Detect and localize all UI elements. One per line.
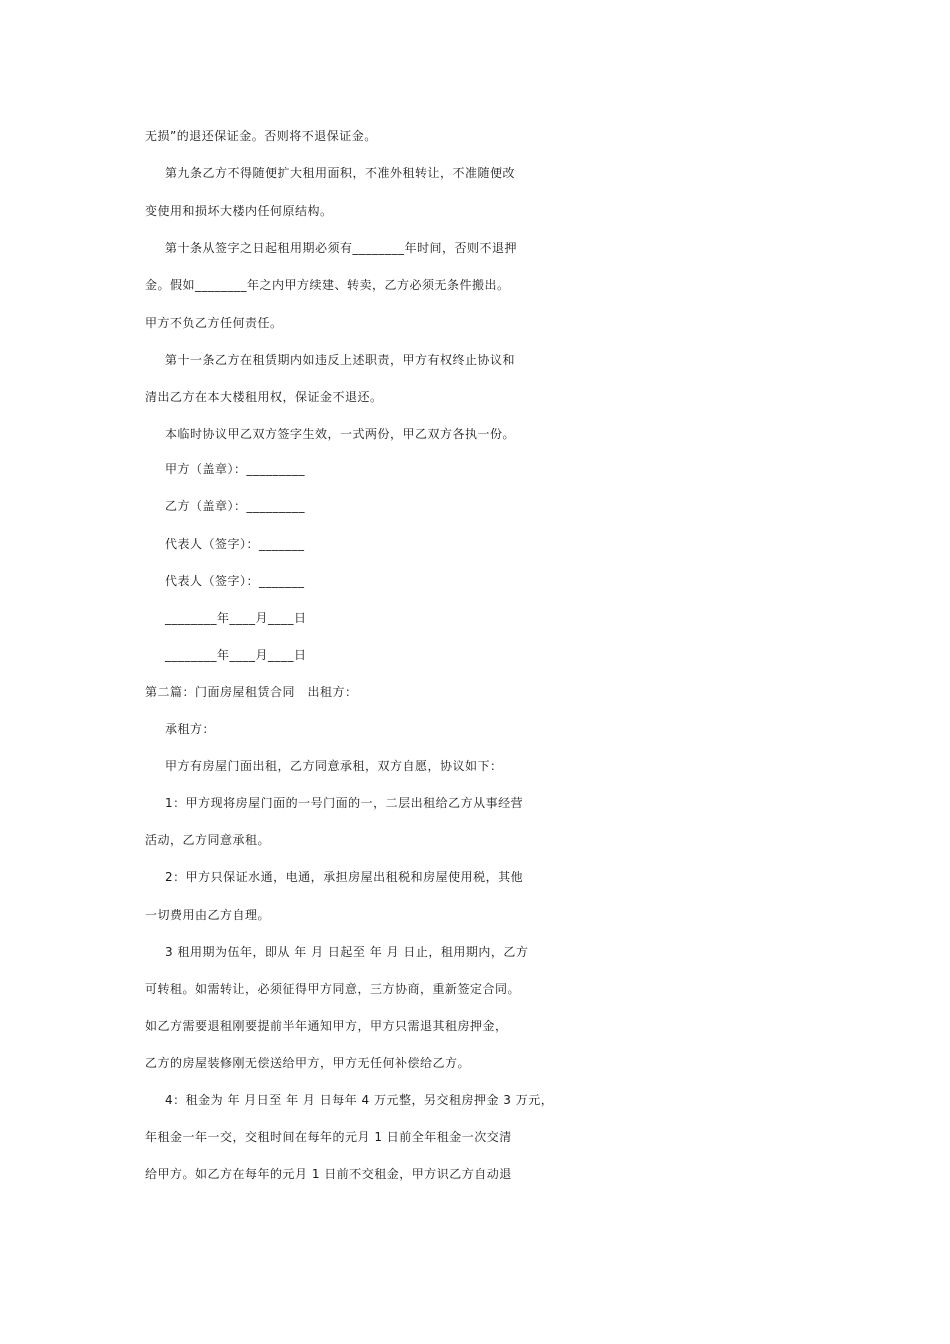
text-line: 活动，乙方同意承租。 [145,833,271,847]
text-line: 金。假如________年之内甲方续建、转卖，乙方必须无条件搬出。 [145,278,510,292]
party-b-seal-line: 乙方（盖章）：_________ [165,499,306,513]
text-line: 给甲方。如乙方在每年的元月 1 日前不交租金，甲方识乙方自动退 [145,1167,512,1181]
text-line: 可转租。如需转让，必须征得甲方同意，三方协商，重新签定合同。 [145,982,521,996]
text-line: 变使用和损坏大楼内任何原结构。 [145,204,333,218]
date-line: ________年____月____日 [165,611,307,625]
agreement-effect: 本临时协议甲乙双方签字生效，一式两份，甲乙双方各执一份。 [165,427,516,441]
text-line: 乙方的房屋装修刚无偿送给甲方，甲方无任何补偿给乙方。 [145,1056,471,1070]
text-line: 甲方不负乙方任何责任。 [145,316,283,330]
date-line: ________年____月____日 [165,648,307,662]
agreement-intro: 甲方有房屋门面出租，乙方同意承租，双方自愿，协议如下： [165,759,503,773]
party-a-seal-line: 甲方（盖章）：_________ [165,462,306,476]
section-heading: 第二篇：门面房屋租赁合同 出租方： [145,685,358,699]
text-line: 一切费用由乙方自理。 [145,908,271,922]
article-11: 第十一条乙方在租赁期内如违反上述职责，甲方有权终止协议和 [165,353,516,367]
clause-1: 1：甲方现将房屋门面的一号门面的一，二层出租给乙方从事经营 [165,796,524,810]
representative-signature-line: 代表人（签字）：_______ [165,574,305,588]
article-9: 第九条乙方不得随便扩大租用面积，不准外租转让，不准随便改 [165,166,516,180]
text-line: 无损”的退还保证金。否则将不退保证金。 [145,129,377,143]
text-line: 清出乙方在本大楼租用权，保证金不退还。 [145,390,383,404]
article-10: 第十条从签字之日起租用期必须有________年时间，否则不退押 [165,241,518,255]
text-line: 如乙方需要退租刚要提前半年通知甲方，甲方只需退其租房押金， [145,1019,508,1033]
lessee-line: 承租方： [165,722,216,736]
clause-2: 2：甲方只保证水通，电通，承担房屋出租税和房屋使用税，其他 [165,870,524,884]
clause-4: 4：租金为 年 月日至 年 月 日每年 4 万元整，另交租房押金 3 万元， [165,1093,554,1107]
text-line: 年租金一年一交，交租时间在每年的元月 1 日前全年租金一次交清 [145,1130,512,1144]
clause-3: 3 租用期为伍年，即从 年 月 日起至 年 月 日止，租用期内，乙方 [165,945,529,959]
representative-signature-line: 代表人（签字）：_______ [165,537,305,551]
